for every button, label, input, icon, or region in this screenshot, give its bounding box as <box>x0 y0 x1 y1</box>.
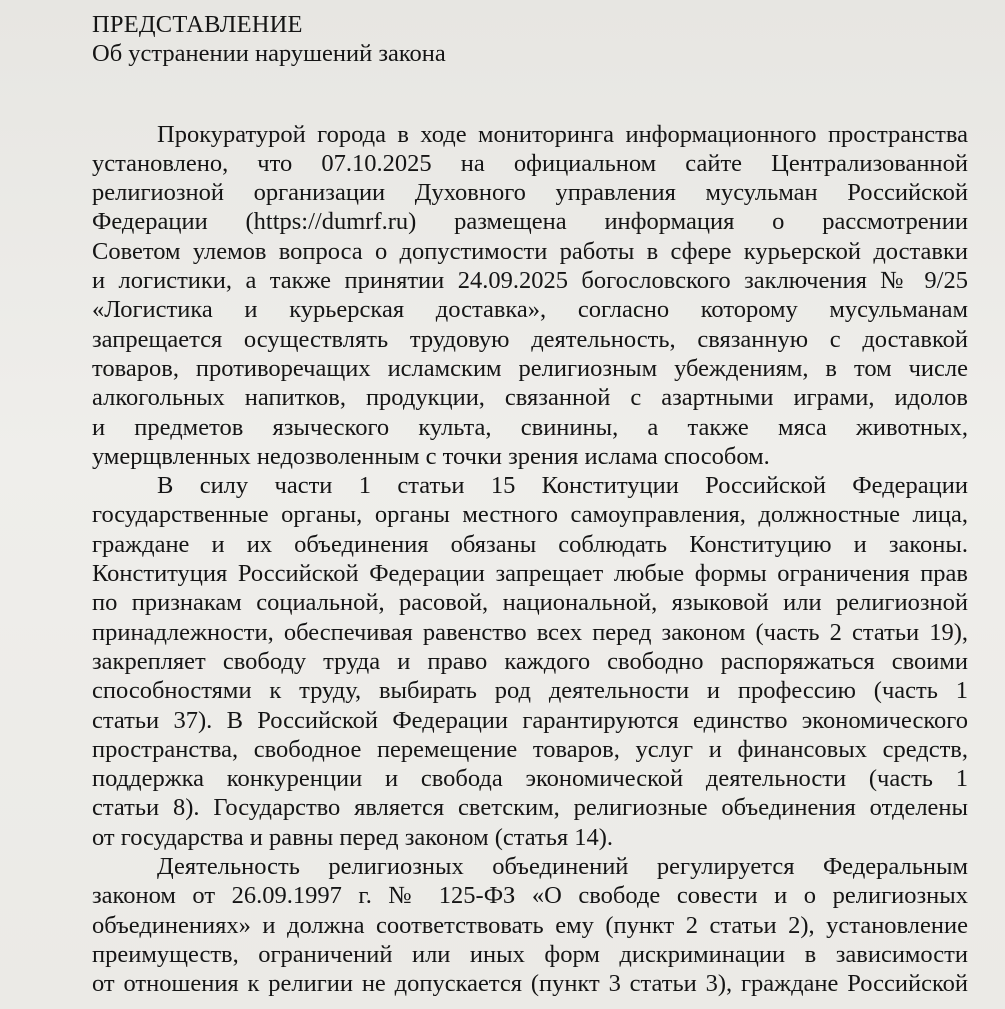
text-line: установлено, что 07.10.2025 на официальном сайте Централизованной <box>92 149 968 177</box>
text-line: Конституция Российской Федерации запрещает любые формы ограничения прав <box>92 560 968 588</box>
text-line: Советом улемов вопроса о допустимости работы в сфере курьерской доставки <box>92 237 968 265</box>
paragraph-constitution <box>92 471 968 852</box>
text-line: объединениях» и должна соответствовать ему (пункт 2 статьи 2), установление <box>92 911 968 939</box>
text-line: Федерации (https://dumrf.ru) размещена информация о рассмотрении <box>92 208 968 236</box>
text-line: по признакам социальной, расовой, национальной, языковой или религиозной <box>92 589 968 617</box>
text-line: умерщвленных недозволенным с точки зрения ислама способом. <box>92 442 770 470</box>
paragraph-religious-associations-law <box>92 852 968 998</box>
text-line: способностями к труду, выбирать род деятельности и профессию (часть 1 <box>92 677 968 705</box>
document <box>92 10 968 999</box>
text-line: принадлежности, обеспечивая равенство всех перед законом (часть 2 статьи 19), <box>92 618 968 646</box>
text-line: и логистики, а также принятии 24.09.2025 богословского заключения № 9/25 <box>92 267 968 295</box>
text-line: законом от 26.09.1997 г. № 125-ФЗ «О свободе совести и о религиозных <box>92 882 968 910</box>
text-line: Прокуратурой города в ходе мониторинга информационного пространства <box>157 120 968 148</box>
text-line: запрещается осуществлять трудовую деятельность, связанную с доставкой <box>92 325 968 353</box>
text-line: алкогольных напитков, продукции, связанной с азартными играми, идолов <box>92 384 968 412</box>
text-line: «Логистика и курьерская доставка», согласно которому мусульманам <box>92 296 968 324</box>
text-line: статьи 8). Государство является светским, религиозные объединения отделены <box>92 794 968 822</box>
document-body <box>92 120 968 999</box>
document-header <box>92 10 968 69</box>
text-line: товаров, противоречащих исламским религиозным убеждениям, в том числе <box>92 354 968 382</box>
text-line: религиозной организации Духовного управления мусульман Российской <box>92 179 968 207</box>
text-line: государственные органы, органы местного самоуправления, должностные лица, <box>92 501 968 529</box>
text-line: граждане и их объединения обязаны соблюдать Конституцию и законы. <box>92 530 968 558</box>
text-line: закрепляет свободу труда и право каждого свободно распоряжаться своими <box>92 647 968 675</box>
text-line: В силу части 1 статьи 15 Конституции Российской Федерации <box>157 472 968 500</box>
document-title: ПРЕДСТАВЛЕНИЕ <box>92 11 303 38</box>
paragraph-monitoring-findings <box>92 120 968 472</box>
text-line: поддержка конкуренции и свобода экономической деятельности (часть 1 <box>92 765 968 793</box>
document-subtitle: Об устранении нарушений закона <box>92 40 446 68</box>
text-line: от отношения к религии не допускается (пункт 3 статьи 3), граждане Российской <box>92 970 968 998</box>
text-line: статьи 37). В Российской Федерации гарантируются единство экономического <box>92 706 968 734</box>
text-line: Деятельность религиозных объединений регулируется Федеральным <box>157 853 968 881</box>
text-line: и предметов языческого культа, свинины, а также мяса животных, <box>92 413 968 441</box>
text-line: пространства, свободное перемещение товаров, услуг и финансовых средств, <box>92 735 968 763</box>
text-line: от государства и равны перед законом (статья 14). <box>92 823 614 851</box>
text-line: преимуществ, ограничений или иных форм дискриминации в зависимости <box>92 940 968 968</box>
